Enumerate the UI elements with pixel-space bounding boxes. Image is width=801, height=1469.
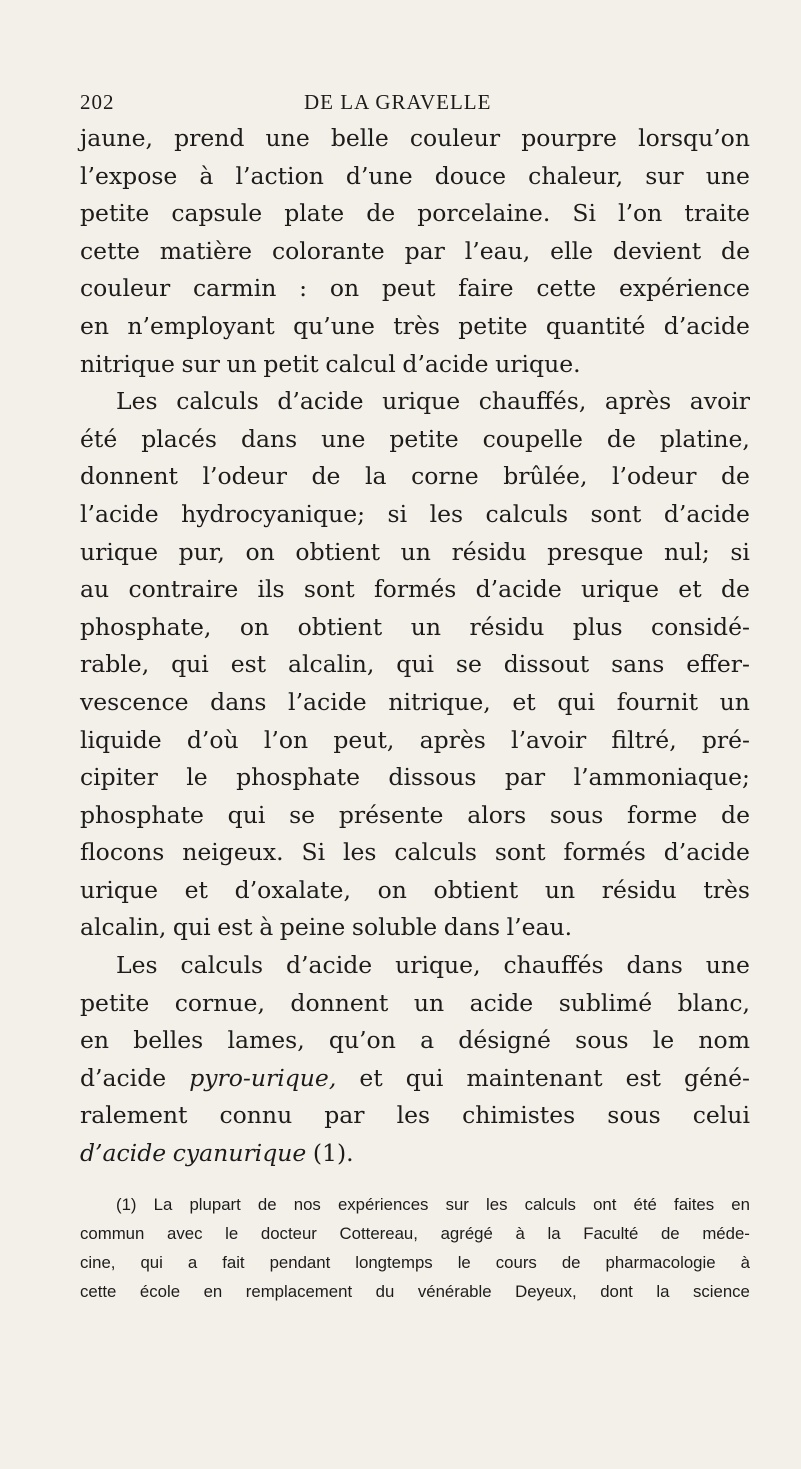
word: l’acide <box>288 687 367 716</box>
word: qu’on <box>328 1026 396 1055</box>
word: un <box>226 349 257 378</box>
word: plupart <box>189 1194 241 1214</box>
word: et <box>184 875 208 904</box>
word: en <box>80 311 110 340</box>
word: d’acide <box>80 1063 167 1092</box>
word: dans <box>210 687 267 716</box>
word: chauffés <box>503 951 604 980</box>
word: le <box>186 763 208 792</box>
word: sur <box>645 161 684 190</box>
word: d’acide <box>663 499 750 528</box>
text-line <box>80 609 750 647</box>
word: coupelle <box>482 424 583 453</box>
word: d’acide <box>277 387 364 416</box>
word: cette <box>536 274 597 303</box>
word: quantité <box>545 311 646 340</box>
word: à <box>740 1252 750 1272</box>
word: est <box>230 650 267 679</box>
word: urique <box>80 537 158 566</box>
word: de <box>721 800 750 829</box>
word: après <box>604 387 672 416</box>
text-line <box>80 496 750 534</box>
word: de <box>561 1252 581 1272</box>
text-line <box>80 1097 750 1135</box>
word: effer- <box>686 650 750 679</box>
word: longtemps <box>355 1252 433 1272</box>
word: un <box>413 988 445 1017</box>
word: petite <box>80 199 150 228</box>
word: sont <box>303 575 355 604</box>
word: forme <box>627 800 698 829</box>
word: géné- <box>684 1063 750 1092</box>
word: l’avoir <box>511 725 587 754</box>
word: dissous <box>388 763 477 792</box>
word: ralement <box>80 1101 188 1130</box>
word: alcalin, <box>80 913 167 942</box>
word: de <box>721 236 750 265</box>
word: matière <box>159 236 253 265</box>
word: donnent <box>290 988 389 1017</box>
word: calcul <box>325 349 396 378</box>
word: celui <box>692 1101 750 1130</box>
word: de <box>606 424 636 453</box>
word: très <box>393 311 440 340</box>
word: faire <box>458 274 514 303</box>
word: résidu <box>601 875 677 904</box>
word: peut, <box>333 725 395 754</box>
word: les <box>429 499 464 528</box>
footnote-line <box>80 1277 750 1306</box>
word: chaleur, <box>528 161 624 190</box>
word: qui <box>172 913 211 942</box>
word: pyro-urique, <box>189 1063 337 1092</box>
word: et <box>678 575 702 604</box>
word: formés <box>563 838 646 867</box>
word: une <box>265 124 310 152</box>
word: a <box>420 1026 435 1055</box>
word: les <box>396 1101 431 1130</box>
word: couleur <box>409 124 501 152</box>
word: : <box>299 274 308 303</box>
word: carmin <box>193 274 277 303</box>
word: devient <box>612 236 702 265</box>
word: dissout <box>503 650 590 679</box>
word: urique, <box>395 951 481 980</box>
word: dans <box>626 951 683 980</box>
word: urique. <box>495 349 581 378</box>
text-line <box>80 1022 750 1060</box>
text-line <box>80 1135 750 1173</box>
word: on <box>329 274 360 303</box>
word: expériences <box>337 1194 429 1214</box>
word: phosphate, <box>80 612 212 641</box>
word: école <box>139 1281 181 1301</box>
word: du <box>375 1281 395 1301</box>
word: cette <box>80 1281 117 1301</box>
word: qui <box>227 800 266 829</box>
word: (1) <box>116 1194 137 1214</box>
word: par <box>504 763 546 792</box>
word: faites <box>674 1194 715 1214</box>
word: désigné <box>458 1026 551 1055</box>
word: soluble <box>351 913 438 942</box>
page-header <box>80 90 750 114</box>
word: et <box>359 1063 383 1092</box>
word: le <box>652 1026 675 1055</box>
word: obtient <box>295 537 381 566</box>
text-line <box>80 458 750 496</box>
word: plate <box>284 199 345 228</box>
word: est <box>625 1063 661 1092</box>
text-line <box>80 872 750 910</box>
word: filtré, <box>611 725 677 754</box>
word: se <box>455 650 482 679</box>
text-line <box>80 346 750 384</box>
word: cipiter <box>80 763 158 792</box>
word: d’oxalate, <box>234 875 351 904</box>
footnote-line <box>80 1219 750 1248</box>
word: méde- <box>702 1223 750 1243</box>
footnote <box>80 1190 750 1306</box>
word: chauffés, <box>478 387 587 416</box>
word: couleur <box>80 274 171 303</box>
word: cette <box>80 236 140 265</box>
word: peut <box>381 274 436 303</box>
word: en <box>203 1281 223 1301</box>
word: cyanurique <box>172 1139 307 1168</box>
word: cours <box>495 1252 537 1272</box>
word: à <box>259 913 274 942</box>
word: rable, <box>80 650 150 679</box>
word: par <box>404 236 445 265</box>
word: la <box>656 1281 670 1301</box>
word: très <box>703 875 750 904</box>
word: est <box>217 913 253 942</box>
text-line <box>80 195 750 233</box>
word: Les <box>116 951 158 980</box>
word: petite <box>389 424 459 453</box>
word: fournit <box>616 687 699 716</box>
word: Cottereau, <box>339 1223 418 1243</box>
word: petite <box>458 311 528 340</box>
word: pur, <box>178 537 225 566</box>
word: calculs <box>176 387 259 416</box>
word: l’action <box>235 161 324 190</box>
word: Les <box>116 387 158 416</box>
word: en <box>80 1026 110 1055</box>
word: Deyeux, <box>515 1281 577 1301</box>
word: platine, <box>659 424 750 453</box>
word: pharmacologie <box>605 1252 716 1272</box>
word: l’acide <box>80 499 159 528</box>
word: blanc, <box>677 988 750 1017</box>
text-line <box>80 158 750 196</box>
word: pourpre <box>521 124 617 152</box>
word: chimistes <box>462 1101 576 1130</box>
word: été <box>80 424 118 453</box>
text-line <box>80 534 750 572</box>
word: porcelaine. <box>417 199 551 228</box>
word: sont <box>494 838 546 867</box>
word: d’acide <box>80 1139 167 1168</box>
word: neigeux. <box>182 838 284 867</box>
word: commun <box>80 1223 145 1243</box>
word: d’acide <box>475 575 562 604</box>
word: urique <box>382 387 461 416</box>
word: douce <box>434 161 507 190</box>
text-line <box>80 797 750 835</box>
page-number: 202 <box>80 90 115 114</box>
word: d’acide <box>663 838 750 867</box>
word: sans <box>611 650 665 679</box>
word: Faculté <box>583 1223 639 1243</box>
word: nitrique <box>80 349 175 378</box>
word: pré- <box>701 725 750 754</box>
word: de <box>660 1223 680 1243</box>
word: qui <box>140 1252 163 1272</box>
word: nitrique, <box>388 687 491 716</box>
word: dont <box>600 1281 633 1301</box>
word: acide <box>469 988 534 1017</box>
text-line <box>80 270 750 308</box>
word: d’acide <box>663 311 750 340</box>
word: ils <box>257 575 285 604</box>
word: on <box>239 612 270 641</box>
word: lorsqu’on <box>638 124 750 152</box>
word: La <box>153 1194 173 1214</box>
footnote-line <box>80 1190 750 1219</box>
word: urique <box>80 875 158 904</box>
word: l’eau, <box>464 236 531 265</box>
word: nom <box>698 1026 750 1055</box>
word: la <box>547 1223 561 1243</box>
word: une <box>705 951 750 980</box>
word: calculs <box>180 951 264 980</box>
word: maintenant <box>466 1063 603 1092</box>
word: on <box>377 875 407 904</box>
text-line <box>80 308 750 346</box>
word: le <box>225 1223 239 1243</box>
word: nul; <box>664 537 710 566</box>
word: urique <box>581 575 660 604</box>
word: docteur <box>260 1223 317 1243</box>
word: peine <box>279 913 346 942</box>
word: une <box>321 424 366 453</box>
word: résidu <box>469 612 545 641</box>
word: elle <box>550 236 594 265</box>
book-page <box>80 90 750 1306</box>
word: colorante <box>271 236 385 265</box>
word: placés <box>141 424 217 453</box>
word: jaune, <box>80 124 153 152</box>
word: présente <box>338 800 444 829</box>
word: de <box>257 1194 277 1214</box>
word: une <box>705 161 750 190</box>
word: nos <box>293 1194 321 1214</box>
text-line <box>80 985 750 1023</box>
word: cornue, <box>174 988 265 1017</box>
word: Si <box>572 199 596 228</box>
word: alors <box>467 800 527 829</box>
word: de <box>311 462 341 491</box>
footnote-line <box>80 1248 750 1277</box>
word: de <box>366 199 396 228</box>
word: les <box>343 838 377 867</box>
word: le <box>457 1252 471 1272</box>
word: en <box>731 1194 750 1214</box>
word: de <box>720 575 750 604</box>
word: science <box>692 1281 750 1301</box>
word: après <box>419 725 486 754</box>
word: qu’une <box>293 311 375 340</box>
word: si <box>387 499 408 528</box>
word: flocons <box>80 838 165 867</box>
word: formés <box>373 575 457 604</box>
word: plus <box>572 612 623 641</box>
word: été <box>633 1194 657 1214</box>
word: l’ammoniaque; <box>573 763 750 792</box>
word: d’acide <box>402 349 489 378</box>
word: donnent <box>80 462 178 491</box>
word: un <box>544 875 576 904</box>
word: cine, <box>80 1252 116 1272</box>
word: à <box>515 1223 525 1243</box>
word: un <box>410 612 441 641</box>
text-line <box>80 120 750 158</box>
word: l’expose <box>80 161 178 190</box>
word: alcalin, <box>288 650 375 679</box>
word: au <box>80 575 110 604</box>
word: fait <box>222 1252 245 1272</box>
word: sous <box>575 1026 629 1055</box>
word: sous <box>549 800 604 829</box>
word: hydrocyanique; <box>181 499 366 528</box>
word: lames, <box>227 1026 305 1055</box>
word: a <box>187 1252 198 1272</box>
word: connu <box>219 1101 293 1130</box>
word: si <box>730 537 750 566</box>
word: petit <box>263 349 319 378</box>
word: considé- <box>651 612 750 641</box>
word: avec <box>167 1223 203 1243</box>
word: qui <box>405 1063 444 1092</box>
word: liquide <box>80 725 162 754</box>
word: vénérable <box>417 1281 492 1301</box>
word: de <box>720 462 750 491</box>
word: l’on <box>263 725 309 754</box>
text-line <box>80 646 750 684</box>
word: remplacement <box>245 1281 353 1301</box>
word: qui <box>171 650 209 679</box>
word: vescence <box>80 687 189 716</box>
word: les <box>486 1194 508 1214</box>
word: l’odeur <box>611 462 697 491</box>
word: par <box>324 1101 365 1130</box>
word: dans <box>240 424 298 453</box>
word: à <box>199 161 214 190</box>
word: l’on <box>618 199 663 228</box>
word: agrégé <box>440 1223 493 1243</box>
word: belles <box>133 1026 204 1055</box>
word: obtient <box>433 875 519 904</box>
text-line <box>80 233 750 271</box>
word: Si <box>301 838 326 867</box>
word: obtient <box>297 612 383 641</box>
word: n’employant <box>127 311 275 340</box>
word: calculs <box>524 1194 576 1214</box>
word: un <box>719 687 750 716</box>
word: petite <box>80 988 150 1017</box>
word: sur <box>445 1194 469 1214</box>
word: contraire <box>128 575 239 604</box>
word: d’où <box>186 725 239 754</box>
word: corne <box>411 462 479 491</box>
text-line <box>80 571 750 609</box>
word: belle <box>330 124 389 152</box>
word: presque <box>547 537 644 566</box>
word: pendant <box>269 1252 331 1272</box>
word: d’une <box>345 161 413 190</box>
word: calculs <box>485 499 569 528</box>
text-line <box>80 1060 750 1098</box>
word: calculs <box>394 838 477 867</box>
word: prend <box>174 124 245 152</box>
running-title: DE LA GRAVELLE <box>304 90 492 114</box>
word: sur <box>181 349 220 378</box>
text-line <box>80 947 750 985</box>
text-line <box>80 722 750 760</box>
word: expérience <box>618 274 750 303</box>
word: phosphate <box>236 763 361 792</box>
body-text <box>80 120 750 1173</box>
word: l’eau. <box>506 913 573 942</box>
word: avoir <box>689 387 750 416</box>
word: qui <box>396 650 434 679</box>
word: et <box>512 687 536 716</box>
text-line <box>80 759 750 797</box>
text-line <box>80 383 750 421</box>
word: se <box>289 800 316 829</box>
text-line <box>80 421 750 459</box>
word: dans <box>443 913 501 942</box>
word: sublimé <box>558 988 653 1017</box>
text-line <box>80 684 750 722</box>
word: ont <box>593 1194 617 1214</box>
word: brûlée, <box>503 462 588 491</box>
word: un <box>400 537 431 566</box>
word: d’acide <box>286 951 373 980</box>
word: (1). <box>312 1139 354 1168</box>
word: sont <box>590 499 642 528</box>
word: sous <box>607 1101 661 1130</box>
word: la <box>365 462 387 491</box>
word: traite <box>684 199 750 228</box>
word: résidu <box>451 537 527 566</box>
word: l’odeur <box>202 462 287 491</box>
word: qui <box>557 687 596 716</box>
word: on <box>245 537 275 566</box>
text-line <box>80 909 750 947</box>
text-line <box>80 834 750 872</box>
word: capsule <box>171 199 263 228</box>
word: phosphate <box>80 800 204 829</box>
